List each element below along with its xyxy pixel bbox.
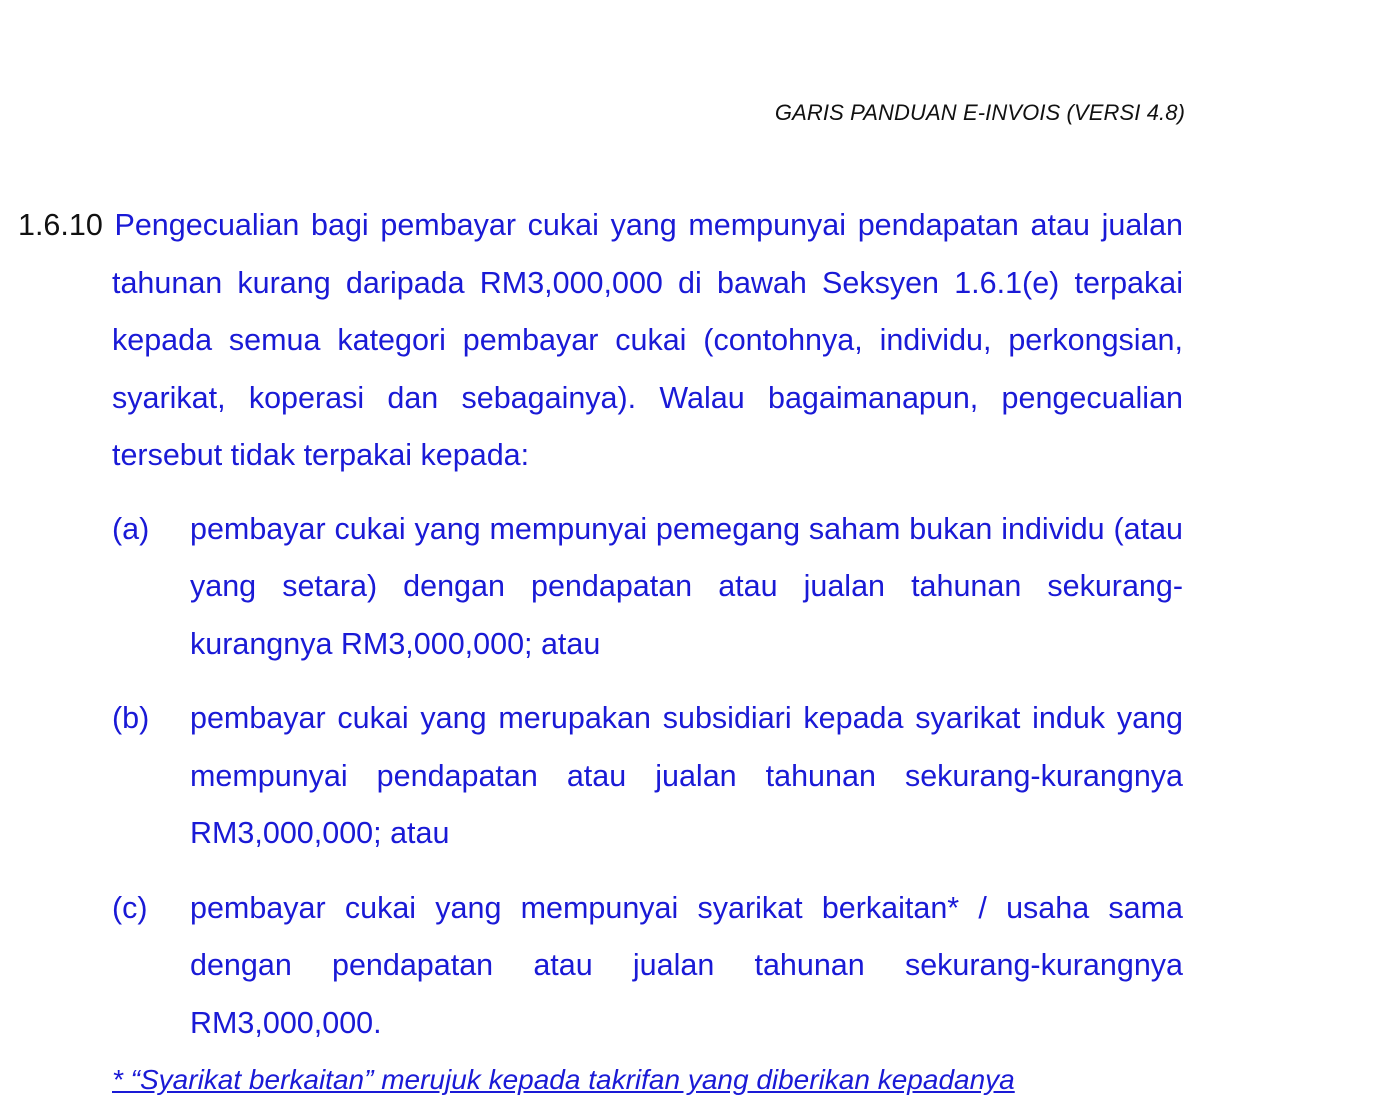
section-1-6-10 [18, 197, 1183, 1069]
exception-list [112, 501, 1183, 1053]
list-item-marker: (a) [112, 511, 150, 546]
list-item-marker: (c) [112, 890, 148, 925]
list-item-text: pembayar cukai yang merupakan subsidiari kepada syarikat induk yang mempunyai pendapatan atau jualan tahunan sekurang-kurangnya RM3,000,000; atau [190, 701, 1183, 850]
list-item [112, 690, 1183, 863]
running-header: GARIS PANDUAN E-INVOIS (VERSI 4.8) [774, 100, 1185, 125]
list-item-marker: (b) [112, 701, 150, 735]
section-number: 1.6.10 [18, 208, 103, 242]
section-paragraph [18, 197, 1183, 485]
list-item-text: pembayar cukai yang mempunyai syarikat berkaitan* / usaha sama dengan pendapatan atau jualan tahunan sekurang-kurangnya RM3,000,000. [190, 890, 1183, 1040]
list-item [112, 880, 1183, 1053]
section-body-text: Pengecualian bagi pembayar cukai yang mempunyai pendapatan atau jualan tahunan kurang daripada RM3,000,000 di bawah Seksyen 1.6.1(e) terpakai kepada semua kategori pembayar cukai (contohnya, individu, perkongsian, syarikat, koperasi dan sebagainya). Walau bagaimanapun, pengecualian tersebut tidak terpakai kepada: [112, 208, 1183, 472]
list-item [112, 501, 1183, 674]
footnote: * “Syarikat berkaitan” merujuk kepada takrifan yang diberikan kepadanya [112, 1064, 1015, 1095]
list-item-text: pembayar cukai yang mempunyai pemegang saham bukan individu (atau yang setara) dengan pendapatan atau jualan tahunan sekurang-kurangnya RM3,000,000; atau [190, 511, 1183, 661]
